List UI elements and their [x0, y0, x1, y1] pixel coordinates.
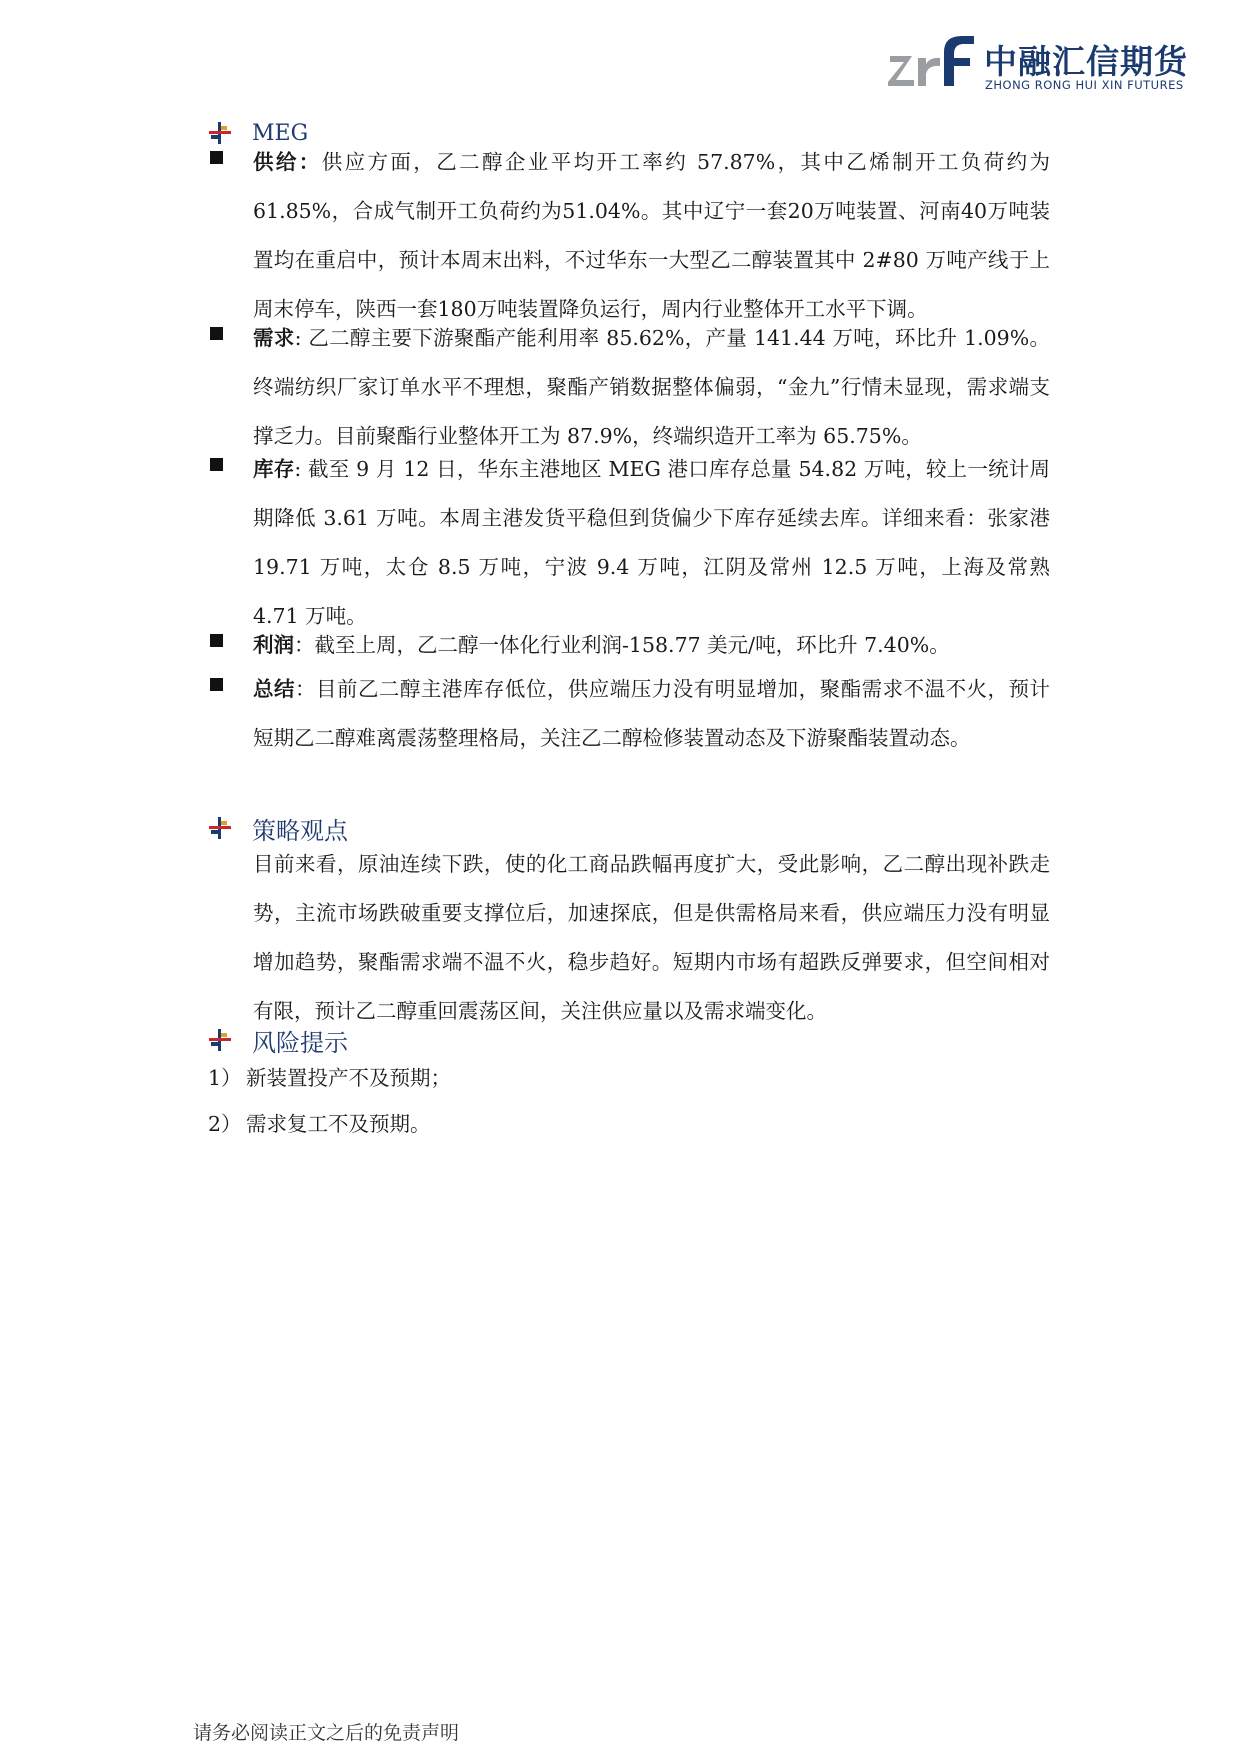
- bullet-square-icon: [210, 327, 223, 340]
- bullet-square-icon: [210, 678, 223, 691]
- bullet-lead-profit: 利润: [253, 633, 294, 657]
- bullet-supply: [210, 138, 1050, 334]
- risk-item-number: 1）: [208, 1066, 242, 1090]
- strategy-paragraph: 目前来看，原油连续下跌，使的化工商品跌幅再度扩大，受此影响，乙二醇出现补跌走势，主流市场跌破重要支撑位后，加速探底，但是供需格局来看，供应端压力没有明显增加趋势，聚酯需求端不温不火，稳步趋好。短期内市场有超跌反弹要求，但空间相对有限，预计乙二醇重回震荡区间，关注供应量以及需求端变化。: [253, 852, 1050, 1023]
- bullet-text-supply: 供应方面，乙二醇企业平均开工率约 57.87%，其中乙烯制开工负荷约为61.85%，合成气制开工负荷约为51.04%。其中辽宁一套20万吨装置、河南40万吨装置均在重启中，预计本周末出料，不过华东一大型乙二醇装置其中 2#80 万吨产线于上周末停车，陕西一套180万吨装置降负运行，周内行业整体开工水平下调。: [253, 150, 1050, 321]
- logo-english-name: ZHONG RONG HUI XIN FUTURES: [985, 78, 1184, 92]
- risk-item-text: 新装置投产不及预期；: [246, 1066, 451, 1090]
- section-title-risk: 风险提示: [252, 1028, 348, 1057]
- bullet-text-summary: ：目前乙二醇主港库存低位，供应端压力没有明显增加，聚酯需求不温不火，预计短期乙二醇难离震荡整理格局，关注乙二醇检修装置动态及下游聚酯装置动态。: [253, 677, 1051, 750]
- bullet-square-icon: [210, 634, 223, 647]
- bullet-lead-demand: 需求: [253, 326, 295, 350]
- risk-item-number: 2）: [208, 1112, 242, 1136]
- logo-chinese-name: 中融汇信期货: [984, 42, 1188, 81]
- bullet-text-inventory: : 截至 9 月 12 日，华东主港地区 MEG 港口库存总量 54.82 万吨，较上一统计周期降低 3.61 万吨。本周主港发货平稳但到货偏少下库存延续去库。详细来看：张家港 19.71 万吨，太仓 8.5 万吨，宁波 9.4 万吨，江阴及常州 12.5 万吨，上海及常熟 4.71 万吨。: [253, 457, 1050, 628]
- risk-item: [208, 1054, 451, 1103]
- bullet-inventory: [210, 445, 1050, 641]
- bullet-demand: [210, 314, 1050, 461]
- footer-disclaimer: 请务必阅读正文之后的免责声明: [193, 1722, 460, 1744]
- bullet-profit: [210, 621, 1050, 670]
- bullet-lead-inventory: 库存: [253, 457, 295, 481]
- bullet-square-icon: [210, 458, 223, 471]
- section-title-meg: MEG: [252, 120, 309, 146]
- section-heading-risk: [208, 1022, 348, 1058]
- risk-item: [208, 1100, 431, 1149]
- bullet-text-profit: ：截至上周，乙二醇一体化行业利润-158.77 美元/吨，环比升 7.40%。: [294, 633, 950, 657]
- bullet-summary: [210, 665, 1050, 763]
- bullet-text-demand: : 乙二醇主要下游聚酯产能利用率 85.62%，产量 141.44 万吨，环比升 1.09%。终端纺织厂家订单水平不理想，聚酯产销数据整体偏弱，“金九”行情未显现，需求端支撑乏力。目前聚酯行业整体开工为 87.9%，终端织造开工率为 65.75%。: [253, 326, 1050, 448]
- section-marker-icon: [208, 1028, 232, 1052]
- section-marker-icon: [208, 816, 232, 840]
- bullet-square-icon: [210, 151, 223, 164]
- section-title-strategy: 策略观点: [252, 816, 348, 845]
- zrf-logo-icon: [886, 30, 978, 92]
- bullet-lead-supply: 供给：: [253, 150, 322, 174]
- risk-item-text: 需求复工不及预期。: [246, 1112, 431, 1136]
- company-logo: [886, 30, 1188, 94]
- bullet-lead-summary: 总结: [253, 677, 295, 701]
